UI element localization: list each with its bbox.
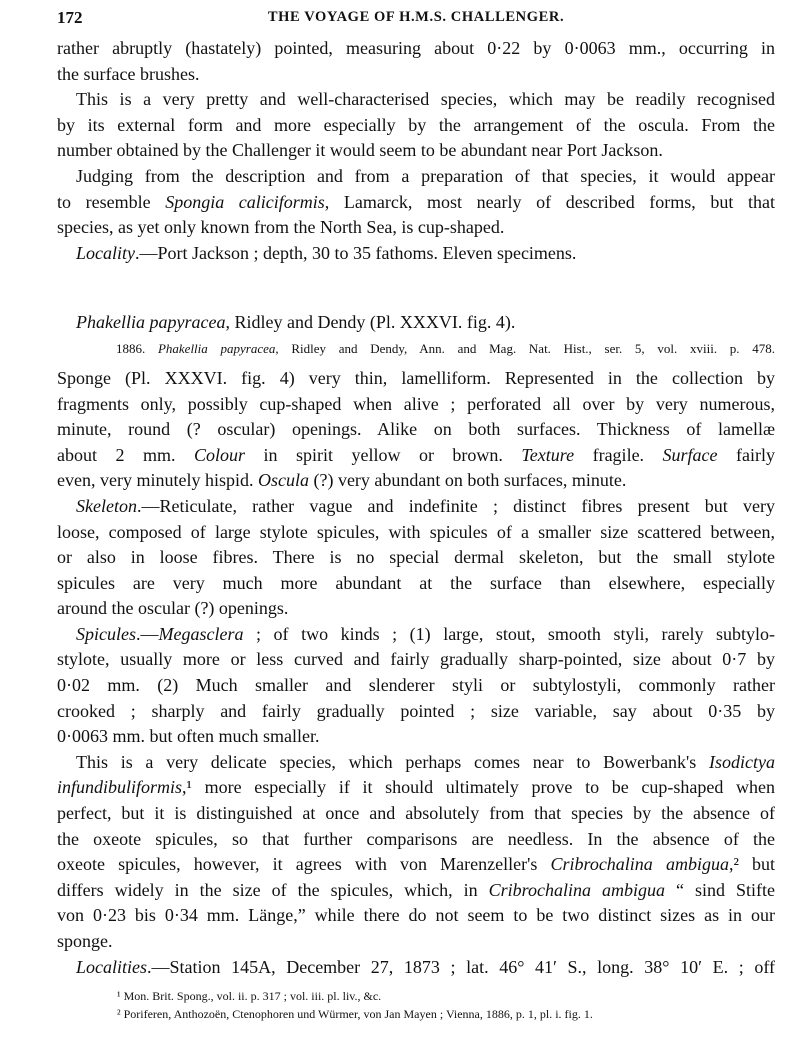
text-run: .—Port Jackson ; depth, 30 to 35 fathoms. Eleven specimens. xyxy=(135,242,577,263)
text-run: to resemble xyxy=(57,191,166,212)
text-run: oxeote spicules, however, it agrees with von Marenzeller's xyxy=(57,854,551,875)
text-run: This is a very delicate species, which perhaps comes near to Bowerbank's xyxy=(76,751,710,772)
text-run: by its external form and more especially by the arrangement of the oscula. From the xyxy=(57,114,775,135)
text-line xyxy=(57,241,775,267)
text-line xyxy=(57,801,775,827)
text-line xyxy=(57,596,775,622)
italic-run: Spongia caliciformis xyxy=(165,191,325,212)
text-run: This is a very pretty and well-characterised species, which may be readily recognised xyxy=(76,89,775,110)
text-run: 0·0063 mm. but often much smaller. xyxy=(57,726,320,747)
text-run: “ sind Stifte xyxy=(665,879,776,900)
italic-run: Cribrochalina ambigua xyxy=(550,854,729,875)
italic-run: Cribrochalina ambigua xyxy=(488,879,665,900)
text-run: fragile. xyxy=(574,444,663,465)
text-run: the oxeote spicules, so that further comparisons are needless. In the absence of the xyxy=(57,828,775,849)
text-line xyxy=(57,699,775,725)
text-run: the surface brushes. xyxy=(57,63,200,84)
text-run: rather abruptly (hastately) pointed, measuring about 0·22 by 0·0063 mm., occurring in xyxy=(57,38,775,58)
page-header xyxy=(57,8,775,30)
text-line xyxy=(57,164,775,190)
text-line xyxy=(57,571,775,597)
text-line xyxy=(57,87,775,113)
running-head: THE VOYAGE OF H.M.S. CHALLENGER. xyxy=(267,9,565,25)
text-run: even, very minutely hispid. xyxy=(57,470,258,491)
text-line xyxy=(57,903,775,929)
text-run: spicules are very much more abundant at the surface than elsewhere, especially xyxy=(57,572,775,593)
italic-run: Isodictya xyxy=(709,751,775,772)
italic-run: Locality xyxy=(76,242,135,263)
text-line xyxy=(57,827,775,853)
footnotes xyxy=(57,987,775,1023)
text-run: crooked ; sharply and fairly gradually pointed ; size variable, say about 0·35 by xyxy=(57,700,775,721)
text-run: number obtained by the Challenger it would seem to be abundant near Port Jackson. xyxy=(57,140,663,161)
text-line xyxy=(57,929,775,955)
text-run: , Lamarck, most nearly of described forms, but that xyxy=(324,191,776,212)
text-run: .—Station 145A, December 27, 1873 ; lat. 46° 41′ S., long. 38° 10′ E. ; off xyxy=(147,956,775,977)
italic-run: Spicules xyxy=(76,623,136,644)
text-run: (?) very abundant on both surfaces, minute. xyxy=(308,470,627,491)
text-run: about 2 mm. xyxy=(57,444,194,465)
text-line xyxy=(57,190,775,216)
text-run: ,² but xyxy=(728,854,775,875)
text-run: .— xyxy=(136,623,159,644)
text-run: , Ridley and Dendy, Ann. and Mag. Nat. Hist., ser. 5, vol. xviii. p. 478. xyxy=(275,340,775,356)
text-run: stylote, usually more or less curved and fairly gradually sharp-pointed, size about 0·7 by xyxy=(57,649,775,670)
italic-run: Phakellia papyracea xyxy=(157,340,276,356)
text-line xyxy=(57,215,775,241)
text-line xyxy=(57,36,775,62)
text-line xyxy=(57,494,775,520)
text-line xyxy=(57,113,775,139)
text-run: .—Reticulate, rather vague and indefinite ; distinct fibres present but very xyxy=(136,495,775,516)
text-line xyxy=(57,545,775,571)
text-run: sponge. xyxy=(57,931,113,951)
text-run: or also in loose fibres. There is no special dermal skeleton, but the small stylote xyxy=(57,547,775,568)
text-run: 0·02 mm. (2) Much smaller and slenderer styli or subtylostyli, commonly rather xyxy=(57,675,775,696)
text-run: ,¹ more especially if it should ultimately prove to be cup-shaped when xyxy=(182,777,775,798)
text-run: von 0·23 bis 0·34 mm. Länge,” while there do not seem to be two distinct sizes as in our xyxy=(57,905,775,926)
text-run: fairly xyxy=(717,444,776,465)
text-run: minute, round (? oscular) openings. Alike on both surfaces. Thickness of lamellæ xyxy=(57,419,775,440)
page-body xyxy=(57,36,775,980)
text-line xyxy=(57,750,775,776)
text-line xyxy=(57,138,775,164)
text-line xyxy=(57,647,775,673)
text-line xyxy=(57,417,775,443)
text-line xyxy=(57,622,775,648)
text-run: around the oscular (?) openings. xyxy=(57,598,289,619)
text-line xyxy=(57,852,775,878)
italic-run: infundibuliformis xyxy=(57,777,183,798)
species-heading xyxy=(57,310,775,336)
text-line xyxy=(57,673,775,699)
text-run: , Ridley and Dendy (Pl. XXXVI. fig. 4). xyxy=(225,312,516,333)
text-line xyxy=(57,775,775,801)
text-line xyxy=(57,366,775,392)
text-run: Judging from the description and from a preparation of that species, it would appear xyxy=(76,165,775,186)
text-run: 1886. xyxy=(116,340,158,356)
text-line xyxy=(57,520,775,546)
italic-run: Texture xyxy=(521,444,575,465)
text-line xyxy=(57,468,775,494)
italic-run: Oscula xyxy=(257,470,309,491)
text-run: perfect, but it is distinguished at once and absolutely from that species by the absence of xyxy=(57,803,775,824)
text-run: fragments only, possibly cup-shaped when alive ; perforated all over by very numerous, xyxy=(57,393,775,414)
text-line xyxy=(57,878,775,904)
text-run: Sponge (Pl. XXXVI. fig. 4) very thin, lamelliform. Represented in the collection by xyxy=(57,367,775,388)
section-gap xyxy=(57,266,775,310)
page-number: 172 xyxy=(57,8,83,27)
text-run: differs widely in the size of the spicules, which, in xyxy=(57,879,489,900)
italic-run: Skeleton xyxy=(76,495,137,516)
species-citation xyxy=(57,336,775,362)
text-line xyxy=(57,724,775,750)
italic-run: Colour xyxy=(193,444,245,465)
text-run: in spirit yellow or brown. xyxy=(244,444,522,465)
text-line xyxy=(57,955,775,981)
text-line xyxy=(57,62,775,88)
text-line xyxy=(57,392,775,418)
italic-run: Phakellia papyracea xyxy=(76,312,226,333)
text-line xyxy=(57,443,775,469)
footnote-2: ² Poriferen, Anthozoën, Ctenophoren und Würmer, von Jan Mayen ; Vienna, 1886, p. 1, pl. i. fig. 1. xyxy=(117,1007,593,1021)
text-run: loose, composed of large stylote spicules, with spicules of a smaller size scattered between, xyxy=(57,521,775,542)
italic-run: Megasclera xyxy=(158,623,244,644)
footnote-1: ¹ Mon. Brit. Spong., vol. ii. p. 317 ; vol. iii. pl. liv., &c. xyxy=(117,989,382,1003)
text-run: ; of two kinds ; (1) large, stout, smooth styli, rarely subtylo- xyxy=(243,623,775,644)
italic-run: Localities xyxy=(76,956,147,977)
text-run: species, as yet only known from the North Sea, is cup-shaped. xyxy=(57,217,505,238)
italic-run: Surface xyxy=(662,444,718,465)
